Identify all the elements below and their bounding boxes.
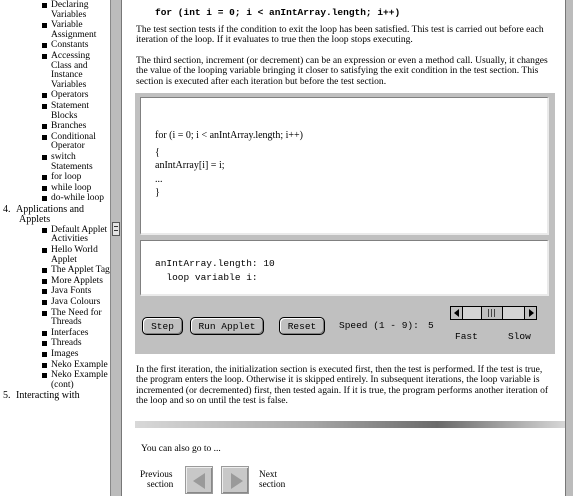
nav-link[interactable]: Java Colours <box>0 298 110 308</box>
nav-list-section4 <box>0 226 110 391</box>
nav-link[interactable]: while loop <box>0 184 110 194</box>
section-title: Applications and <box>16 203 85 215</box>
run-applet-button[interactable]: Run Applet <box>190 317 264 335</box>
prev-label-line2: section <box>147 480 174 490</box>
output-line: anIntArray.length: 10 <box>155 258 275 269</box>
nav-link[interactable]: Statement Blocks <box>0 102 110 121</box>
next-section-label[interactable] <box>259 470 285 490</box>
nav-section-5[interactable] <box>0 391 110 401</box>
paragraph-increment-section: The third section, increment (or decrement) can be an expression or even a method call. Usually, it changes the value of the looping variable bringing it closer to satisfying the exit condition in the test section. This section is executed after each iteration but before the test section. <box>136 55 548 87</box>
frame-resize-grip[interactable] <box>112 222 120 236</box>
arrow-right-icon <box>231 473 243 489</box>
speed-scrollbar[interactable] <box>450 306 537 320</box>
navigation-frame <box>0 0 110 496</box>
speed-fast-label: Fast <box>455 331 478 342</box>
code-line: { <box>155 147 160 158</box>
code-line: } <box>155 187 160 198</box>
nav-link[interactable]: Variable Assignment <box>0 21 110 40</box>
prev-label-line1: Previous <box>140 470 173 480</box>
nav-link[interactable]: More Applets <box>0 277 110 287</box>
nav-link[interactable]: Neko Example <box>0 361 110 371</box>
nav-link[interactable]: Constants <box>0 41 110 51</box>
nav-link[interactable]: Operators <box>0 91 110 101</box>
section-number: 4. <box>3 203 11 215</box>
go-on-text: You can also go to ... <box>141 444 221 454</box>
nav-link[interactable]: The Applet Tag <box>0 266 110 276</box>
scroll-left-arrow-icon[interactable] <box>451 307 463 319</box>
nav-list-section3 <box>0 1 110 204</box>
code-line: anIntArray[i] = i; <box>155 160 225 171</box>
next-label-line2: section <box>259 480 286 490</box>
code-line: for (i = 0; i < anIntArray.length; i++) <box>155 130 303 141</box>
step-button[interactable]: Step <box>142 317 183 335</box>
section-title: Interacting with <box>16 390 80 402</box>
for-loop-code: for (int i = 0; i < anIntArray.length; i++) <box>155 7 401 18</box>
nav-link[interactable]: do-while loop <box>0 194 110 204</box>
nav-link[interactable]: Threads <box>0 339 110 349</box>
arrow-left-icon <box>193 473 205 489</box>
section-number: 5. <box>3 390 11 402</box>
frame-divider-scrollbar[interactable] <box>110 0 122 496</box>
nav-link[interactable]: Declaring Variables <box>0 1 110 20</box>
nav-link[interactable]: switch Statements <box>0 153 110 172</box>
scroll-right-arrow-icon[interactable] <box>524 307 536 319</box>
previous-section-label[interactable] <box>140 470 173 490</box>
nav-link[interactable]: Hello World Applet <box>0 246 110 265</box>
nav-link[interactable]: Neko Example (cont) <box>0 371 110 390</box>
reset-button[interactable]: Reset <box>279 317 325 335</box>
speed-value: 5 <box>428 320 434 331</box>
nav-link[interactable]: Images <box>0 350 110 360</box>
paragraph-test-section: The test section tests if the condition to exit the loop has been satisfied. This test is carried out before each iteration of the loop. If it evaluates to true then the loop stops executing. <box>136 24 544 46</box>
output-panel <box>140 240 549 296</box>
next-section-button[interactable] <box>221 466 249 494</box>
speed-label: Speed (1 - 9): <box>339 320 419 331</box>
content-frame <box>122 0 565 496</box>
previous-section-button[interactable] <box>185 466 213 494</box>
section-divider-bar <box>135 421 565 428</box>
nav-link[interactable]: for loop <box>0 173 110 183</box>
right-window-border <box>565 0 573 496</box>
nav-link[interactable]: Conditional Operator <box>0 133 110 152</box>
for-loop-applet <box>135 93 555 354</box>
nav-link[interactable]: Accessing Class and Instance Variables <box>0 52 110 90</box>
nav-link[interactable]: Java Fonts <box>0 287 110 297</box>
code-display-panel <box>140 97 549 235</box>
output-line: loop variable i: <box>155 272 258 283</box>
section-title-cont: Applets <box>19 213 51 225</box>
nav-link[interactable]: Default Applet Activities <box>0 226 110 245</box>
next-label-line1: Next <box>259 470 278 480</box>
speed-slider-thumb[interactable] <box>481 307 503 319</box>
paragraph-iteration: In the first iteration, the initialization section is executed first, then the test is performed. If the test is true, the program enters the loop. Otherwise it is skipped entirely. In subsequent iterations, the loop variable is incremented (or decremented) first, then tested again. If it is true, the program performs another iteration of the loop and so on until the test is false. <box>136 364 549 407</box>
nav-section-4[interactable] <box>0 205 110 225</box>
nav-link[interactable]: The Need for Threads <box>0 309 110 328</box>
nav-link[interactable]: Interfaces <box>0 329 110 339</box>
nav-link[interactable]: Branches <box>0 122 110 132</box>
code-line: ... <box>155 174 163 185</box>
speed-slow-label: Slow <box>508 331 531 342</box>
